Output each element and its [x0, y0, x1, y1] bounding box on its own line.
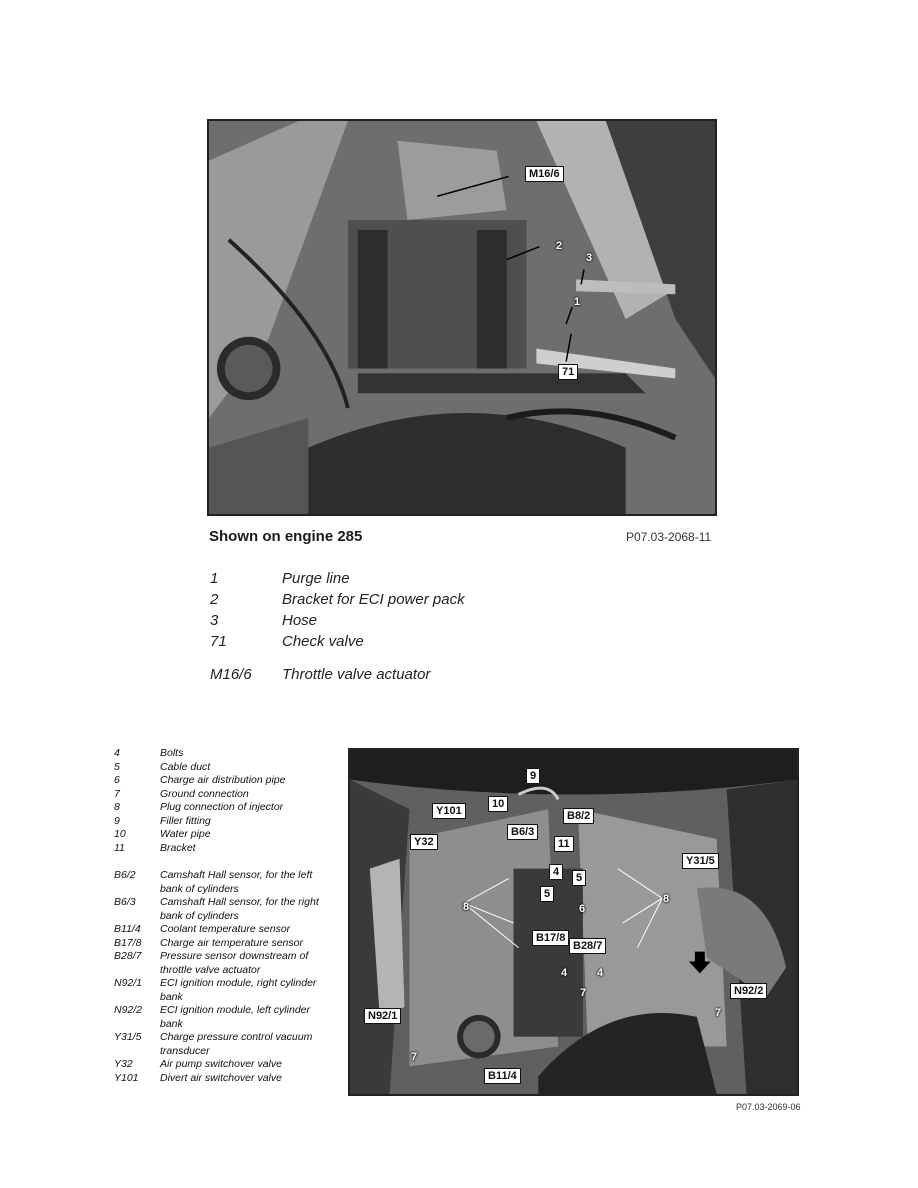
- legend-number: N92/1: [114, 977, 143, 989]
- legend-number: 3: [210, 612, 219, 629]
- callout-y32: Y32: [410, 834, 438, 850]
- legend-item: [114, 801, 334, 815]
- legend-item: [114, 815, 334, 829]
- legend-text: Bracket: [160, 841, 196, 854]
- legend-text: Divert air switchover valve: [160, 1071, 282, 1084]
- legend-number: Y31/5: [114, 1031, 142, 1043]
- legend-number: B6/3: [114, 896, 136, 908]
- callout-1: 1: [574, 296, 581, 308]
- figure2-legend: [114, 747, 334, 1085]
- legend-text: Hose: [282, 612, 318, 629]
- callout-b6-3: B6/3: [507, 824, 538, 840]
- figure1-caption: Shown on engine 285: [209, 528, 363, 545]
- callout-n92-1: N92/1: [364, 1008, 401, 1024]
- callout-71: 71: [558, 364, 578, 380]
- callout-4c: 4: [597, 967, 604, 979]
- legend-text: ECI ignition module, right cylinder bank: [160, 977, 317, 1003]
- legend-text: Bracket for ECI power pack: [282, 591, 465, 608]
- engine-photo-top: [207, 119, 717, 516]
- legend-text: Purge line: [282, 570, 350, 587]
- legend-number: 9: [114, 814, 120, 827]
- callout-9: 9: [526, 768, 540, 784]
- legend-text: Water pipe: [160, 828, 211, 840]
- legend-item: [114, 1072, 334, 1086]
- callout-6: 6: [579, 903, 586, 915]
- callout-y31-5: Y31/5: [682, 853, 719, 869]
- legend-item: [210, 664, 465, 685]
- legend-item: [114, 869, 334, 896]
- engine-photo-top-drawing: [209, 121, 715, 514]
- callout-2: 2: [556, 240, 563, 252]
- legend-item: [210, 610, 465, 631]
- legend-text: Air pump switchover valve: [160, 1058, 282, 1070]
- legend-text: Pressure sensor downstream of throttle valve actuator: [160, 950, 309, 976]
- legend-number: B11/4: [114, 923, 141, 935]
- legend-number: B28/7: [114, 950, 142, 962]
- callout-8b: 8: [663, 893, 670, 905]
- legend-number: N92/2: [114, 1004, 143, 1016]
- callout-11: 11: [554, 836, 574, 852]
- legend-number: M16/6: [210, 666, 252, 683]
- legend-number: 8: [114, 801, 120, 813]
- legend-number: 10: [114, 828, 126, 840]
- legend-number: B6/2: [114, 869, 136, 881]
- callout-b8-2: B8/2: [563, 808, 594, 824]
- legend-text: Charge pressure control vacuum transducer: [160, 1031, 313, 1057]
- figure1-legend: [210, 568, 465, 685]
- callout-10: 10: [488, 796, 508, 812]
- callout-4a: 4: [549, 864, 563, 880]
- legend-item: [114, 747, 334, 761]
- legend-number: 6: [114, 774, 120, 786]
- legend-item: [114, 788, 334, 802]
- legend-item: [210, 568, 465, 589]
- legend-text: Plug connection of injector: [160, 801, 284, 813]
- legend-item: [114, 937, 334, 951]
- legend-number: B17/8: [114, 936, 142, 949]
- legend-item: [114, 842, 334, 856]
- callout-y101: Y101: [432, 803, 466, 819]
- callout-b11-4: B11/4: [484, 1068, 521, 1084]
- legend-text: Filler fitting: [160, 814, 211, 827]
- callout-7a: 7: [580, 987, 587, 999]
- legend-text: Cable duct: [160, 760, 211, 773]
- legend-number: Y101: [114, 1071, 139, 1084]
- legend-text: Camshaft Hall sensor, for the right bank of cylinders: [160, 896, 319, 922]
- legend-text: Bolts: [160, 747, 184, 759]
- legend-item: [210, 589, 465, 610]
- legend-text: Coolant temperature sensor: [160, 923, 291, 935]
- callout-n92-2: N92/2: [730, 983, 767, 999]
- callout-8a: 8: [463, 901, 470, 913]
- callout-4b: 4: [561, 967, 568, 979]
- legend-number: Y32: [114, 1058, 133, 1070]
- legend-item: [114, 950, 334, 977]
- legend-text: Ground connection: [160, 787, 249, 800]
- legend-item: [114, 977, 334, 1004]
- legend-text: Check valve: [282, 633, 364, 650]
- callout-m16-6: M16/6: [525, 166, 564, 182]
- legend-item: [114, 1031, 334, 1058]
- callout-3: 3: [586, 252, 593, 264]
- engine-photo-bottom-drawing: [350, 750, 797, 1094]
- legend-item: [114, 828, 334, 842]
- legend-item: [114, 1004, 334, 1031]
- legend-text: ECI ignition module, left cylinder bank: [160, 1004, 310, 1030]
- callout-5a: 5: [572, 870, 586, 886]
- figure1-reference: P07.03-2068-11: [626, 530, 712, 544]
- callout-b28-7: B28/7: [569, 938, 606, 954]
- legend-number: 71: [210, 633, 227, 650]
- legend-number: 7: [114, 787, 120, 800]
- legend-item: [114, 1058, 334, 1072]
- figure2-reference: P07.03-2069-06: [736, 1102, 801, 1112]
- legend-text: Camshaft Hall sensor, for the left bank of cylinders: [160, 869, 313, 895]
- legend-text: Charge air distribution pipe: [160, 774, 286, 786]
- callout-5b: 5: [540, 886, 554, 902]
- legend-number: 4: [114, 747, 120, 759]
- legend-item: [210, 631, 465, 652]
- legend-item: [114, 896, 334, 923]
- callout-b17-8: B17/8: [532, 930, 569, 946]
- legend-item: [114, 761, 334, 775]
- legend-number: 5: [114, 760, 120, 773]
- legend-number: 1: [210, 570, 219, 587]
- legend-item: [114, 774, 334, 788]
- legend-text: Throttle valve actuator: [282, 666, 431, 683]
- callout-7c: 7: [411, 1051, 418, 1063]
- callout-7b: 7: [715, 1007, 722, 1019]
- legend-number: 11: [114, 841, 125, 854]
- legend-text: Charge air temperature sensor: [160, 936, 303, 949]
- engine-photo-bottom: [348, 748, 799, 1096]
- legend-number: 2: [210, 591, 219, 608]
- legend-item: [114, 923, 334, 937]
